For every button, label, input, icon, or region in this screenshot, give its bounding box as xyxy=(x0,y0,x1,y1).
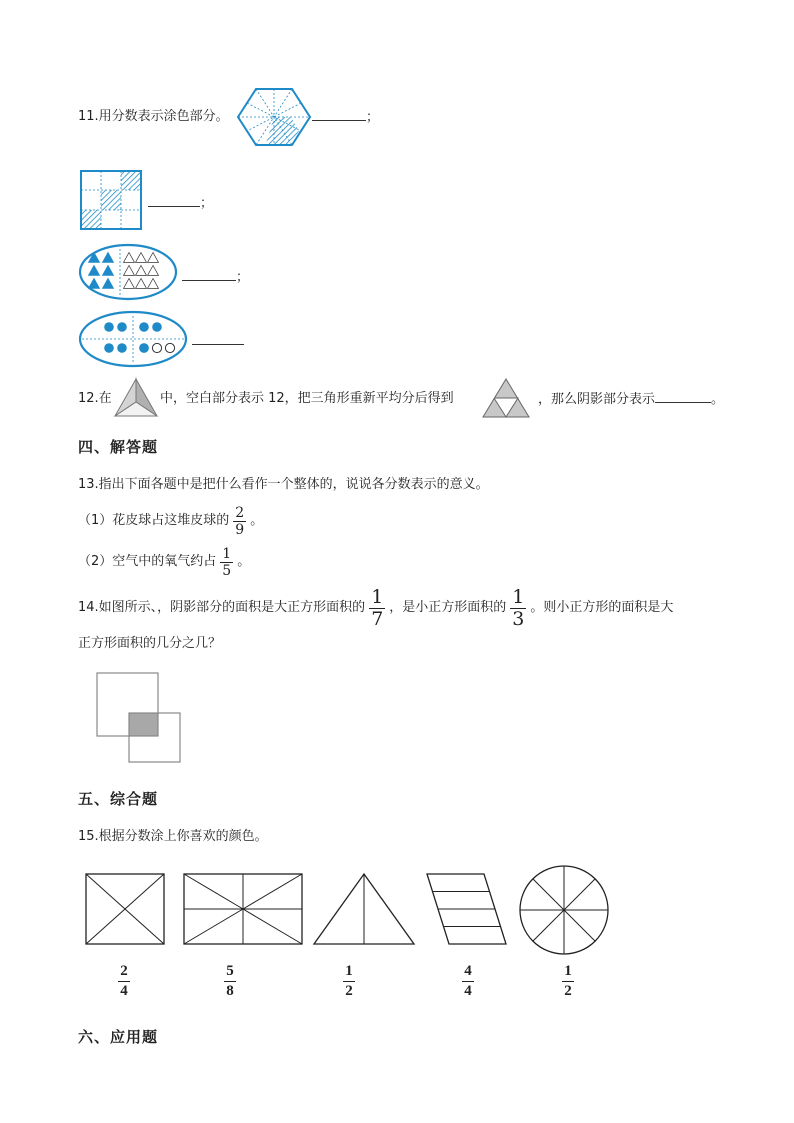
answer-blank[interactable] xyxy=(148,194,200,207)
grid-figure xyxy=(80,170,142,230)
overlapping-squares-figure xyxy=(96,672,182,764)
dots-empty xyxy=(139,343,174,353)
q11-prompt: 11.用分数表示涂色部分。 xyxy=(78,109,229,124)
shape-parallelogram-strips xyxy=(426,873,508,945)
circles-ellipse-figure xyxy=(78,310,188,368)
hexagon-figure xyxy=(236,86,312,148)
triangles-ellipse-figure xyxy=(78,243,178,301)
triangle-divided-figure xyxy=(481,377,531,419)
q14-line-1: 14.如图所示、，阴影部分的面积是大正方形面积的 $\frac{1}{7}$ ，是小正方形面积的 $\frac{1}{3}$ 。则小正方形的面积是大 xyxy=(78,585,674,630)
fraction-label-3: 1 2 xyxy=(339,964,359,999)
fraction: $\frac{1}{7}$ xyxy=(371,585,384,630)
section-5-title: 五、综合题 xyxy=(78,790,159,808)
fraction: $\frac{1}{3}$ xyxy=(512,585,525,630)
q15-prompt: 15.根据分数涂上你喜欢的颜色。 xyxy=(78,829,268,844)
shape-triangle-halves xyxy=(313,873,415,945)
fraction-label-5: 1 2 xyxy=(558,964,578,999)
q14-line-2: 正方形面积的几分之几？ xyxy=(78,636,222,651)
section-6-title: 六、应用题 xyxy=(78,1028,159,1046)
answer-blank[interactable] xyxy=(655,390,711,403)
answer-blank[interactable] xyxy=(192,332,244,345)
fraction: $\frac{1}{5}$ xyxy=(222,545,232,579)
answer-blank[interactable] xyxy=(312,108,366,121)
q13-item-2: （2）空气中的氧气约占 $\frac{1}{5}$ 。 xyxy=(78,545,251,579)
q11-answer-1[interactable]: ； xyxy=(312,108,379,127)
fraction-label-1: 2 4 xyxy=(114,964,134,999)
fraction-label-2: 5 8 xyxy=(220,964,240,999)
q11-answer-4[interactable] xyxy=(192,332,244,351)
shape-rectangle-triangles xyxy=(183,873,303,945)
q13-prompt: 13.指出下面各题中是把什么看作一个整体的，说说各分数表示的意义。 xyxy=(78,477,489,492)
answer-blank[interactable] xyxy=(182,268,236,281)
q12-middle: 中，空白部分表示 12，把三角形重新平均分后得到 xyxy=(160,391,454,406)
q13-item-1: （1）花皮球占这堆皮球的 $\frac{2}{9}$ 。 xyxy=(78,504,264,538)
fraction-label-4: 4 4 xyxy=(458,964,478,999)
shape-circle-eighths xyxy=(518,864,610,956)
shape-square-x xyxy=(85,873,165,945)
fraction: $\frac{2}{9}$ xyxy=(235,504,245,538)
triangle-3d-figure xyxy=(113,377,159,419)
q11-answer-2[interactable]: ； xyxy=(148,194,213,213)
section-4-title: 四、解答题 xyxy=(78,438,159,456)
q11-answer-3[interactable]: ； xyxy=(182,268,249,287)
q12-prefix: 12.在 xyxy=(78,391,112,406)
q12-suffix: ，那么阴影部分表示 。 xyxy=(538,392,725,407)
